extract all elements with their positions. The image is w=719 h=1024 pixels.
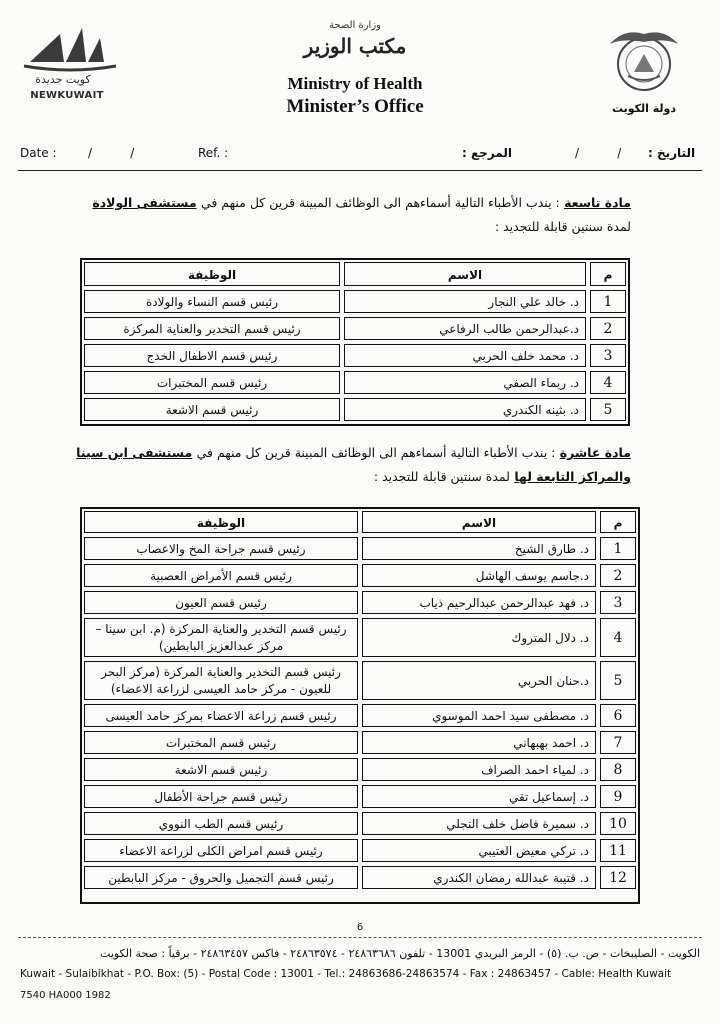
table-cell-job: رئيس قسم المختبرات <box>84 731 358 754</box>
table-cell-name: د. تركي معيض العتيبي <box>362 839 596 862</box>
section9-label: مادة تاسعة <box>564 195 631 210</box>
table-cell-num: 1 <box>600 537 636 560</box>
section10-paragraph <box>71 441 631 489</box>
arabic-date-slashes: / / <box>575 146 622 160</box>
table-cell-num: 3 <box>590 344 626 367</box>
table-cell-job: رئيس قسم الاشعة <box>84 398 340 421</box>
table-cell-job: رئيس قسم العيون <box>84 591 358 614</box>
table-cell-name: د. خالد علي النجار <box>344 290 586 313</box>
header-num: م <box>600 511 636 533</box>
table-cell-name: د. قتيبة عبدالله رمضان الكندري <box>362 866 596 889</box>
table-cell-job: رئيس قسم الطب النووي <box>84 812 358 835</box>
table-cell-num: 3 <box>600 591 636 614</box>
table-cell-num: 2 <box>590 317 626 340</box>
table-cell-job: رئيس قسم زراعة الاعضاء بمركز حامد العيسى <box>84 704 358 727</box>
table-cell-name: د. طارق الشيخ <box>362 537 596 560</box>
table-cell-job: رئيس قسم امراض الكلى لزراعة الاعضاء <box>84 839 358 862</box>
ministry-english: Ministry of Health <box>287 74 423 93</box>
header-divider <box>18 170 702 171</box>
table-cell-job: رئيس قسم الأمراض العصبية <box>84 564 358 587</box>
table-cell-job: رئيس قسم التخدير والعناية المركزة (م. ابن سينا – مركز عبدالعزيز البابطين) <box>84 618 358 657</box>
minister-office-english: Minister’s Office <box>286 96 424 117</box>
section10-table <box>80 507 640 904</box>
section9-hospital: مستشفى الولادة <box>92 195 197 210</box>
table-cell-num: 4 <box>590 371 626 394</box>
ref-label: Ref. : <box>198 146 229 160</box>
new-kuwait-english: NEWKUWAIT <box>30 90 104 101</box>
table-cell-name: د. ريماء الصفي <box>344 371 586 394</box>
section10-text: : يندب الأطباء التالية أسماءهم الى الوظائف المبينة قرين كل منهم في <box>196 445 556 460</box>
table-cell-num: 9 <box>600 785 636 808</box>
footer-address-english: Kuwait - Sulaibikhat - P.O. Box: (5) - Postal Code : 13001 - Tel.: 24863686-24863574 - Fax : 24863457 - Cable: Health Kuwait <box>20 968 672 980</box>
table-cell-name: د. احمد بهبهاني <box>362 731 596 754</box>
table-cell-name: د.حنان الحربي <box>362 661 596 700</box>
section9-text-b: لمدة سنتين قابلة للتجديد : <box>494 219 631 234</box>
date-slashes: / / <box>88 146 135 160</box>
table-cell-name: د. سميرة فاضل خلف التجلي <box>362 812 596 835</box>
table-cell-job: رئيس قسم النساء والولادة <box>84 290 340 313</box>
table-cell-name: د. دلال المتروك <box>362 618 596 657</box>
sail-icon <box>20 22 120 74</box>
footer-address-arabic: الكويت - الصليبخات - ص. ب. (٥) - الرمز البريدي 13001 - تلفون ٢٤٨٦٣٦٨٦ - ٢٤٨٦٣٥٧٤ - فاكس ٢٤٨٦٣٤٥٧ - برقياً : صحة الكويت <box>100 947 700 960</box>
table-cell-job: رئيس قسم الاشعة <box>84 758 358 781</box>
table-cell-name: د. بثينه الكندري <box>344 398 586 421</box>
table-cell-job: رئيس قسم التجميل والحروق - مركز البابطين <box>84 866 358 889</box>
header-name: الاسم <box>344 262 586 286</box>
table-cell-num: 5 <box>600 661 636 700</box>
footer-divider <box>18 937 702 938</box>
state-of-kuwait-arabic: دولة الكويت <box>611 102 677 115</box>
section9-paragraph <box>71 191 631 239</box>
header-job: الوظيفة <box>84 511 358 533</box>
table-cell-num: 7 <box>600 731 636 754</box>
new-kuwait-arabic: كويت جديدة <box>35 73 91 86</box>
table-cell-name: د. إسماعيل تقي <box>362 785 596 808</box>
header-name: الاسم <box>362 511 596 533</box>
table-cell-num: 6 <box>600 704 636 727</box>
table-cell-job: رئيس قسم التخدير والعناية المركزة (مركز البحر للعيون - مركز حامد العيسى لزراعة الاعضاء) <box>84 661 358 700</box>
table-cell-job: رئيس قسم المختبرات <box>84 371 340 394</box>
table-cell-name: د.جاسم يوسف الهاشل <box>362 564 596 587</box>
date-arabic-label: التاريخ : <box>648 146 696 160</box>
section9-table <box>80 258 630 426</box>
ref-arabic-label: المرجع : <box>462 146 512 160</box>
header-num: م <box>590 262 626 286</box>
section10-hospital: مستشفى ابن سينا والمراكز التابعة لها <box>76 445 631 484</box>
section10-label: مادة عاشرة <box>559 445 631 460</box>
table-cell-name: د. مصطفى سيد احمد الموسوي <box>362 704 596 727</box>
table-cell-job: رئيس قسم جراحة الأطفال <box>84 785 358 808</box>
table-cell-job: رئيس قسم التخدير والعناية المركزة <box>84 317 340 340</box>
table-cell-num: 11 <box>600 839 636 862</box>
table-cell-job: رئيس قسم جراحة المخ والاعصاب <box>84 537 358 560</box>
table-cell-num: 2 <box>600 564 636 587</box>
table-cell-name: د. محمد خلف الحربي <box>344 344 586 367</box>
table-cell-num: 12 <box>600 866 636 889</box>
kuwait-emblem <box>604 24 684 102</box>
form-code: 7540 HA000 1982 <box>20 990 111 1001</box>
table-cell-name: د. لمياء احمد الصراف <box>362 758 596 781</box>
table-cell-num: 5 <box>590 398 626 421</box>
table-cell-name: د.عبدالرحمن طالب الرفاعي <box>344 317 586 340</box>
page-number: 6 <box>356 922 364 933</box>
header-job: الوظيفة <box>84 262 340 286</box>
table-cell-name: د. فهد عبدالرحمن عبدالرحيم ذياب <box>362 591 596 614</box>
section9-text: : يندب الأطباء التالية أسماءهم الى الوظائف المبينة قرين كل منهم في <box>200 195 560 210</box>
table-cell-num: 10 <box>600 812 636 835</box>
table-cell-num: 4 <box>600 618 636 657</box>
minister-office-arabic: مكتب الوزير <box>303 34 407 58</box>
date-label: Date : <box>20 146 57 160</box>
table-cell-job: رئيس قسم الاطفال الخدج <box>84 344 340 367</box>
ministry-arabic-small: وزارة الصحة <box>329 20 381 31</box>
section10-text-b: لمدة سنتين قابلة للتجديد : <box>373 469 510 484</box>
falcon-emblem-icon <box>604 24 684 102</box>
table-cell-num: 1 <box>590 290 626 313</box>
table-cell-num: 8 <box>600 758 636 781</box>
